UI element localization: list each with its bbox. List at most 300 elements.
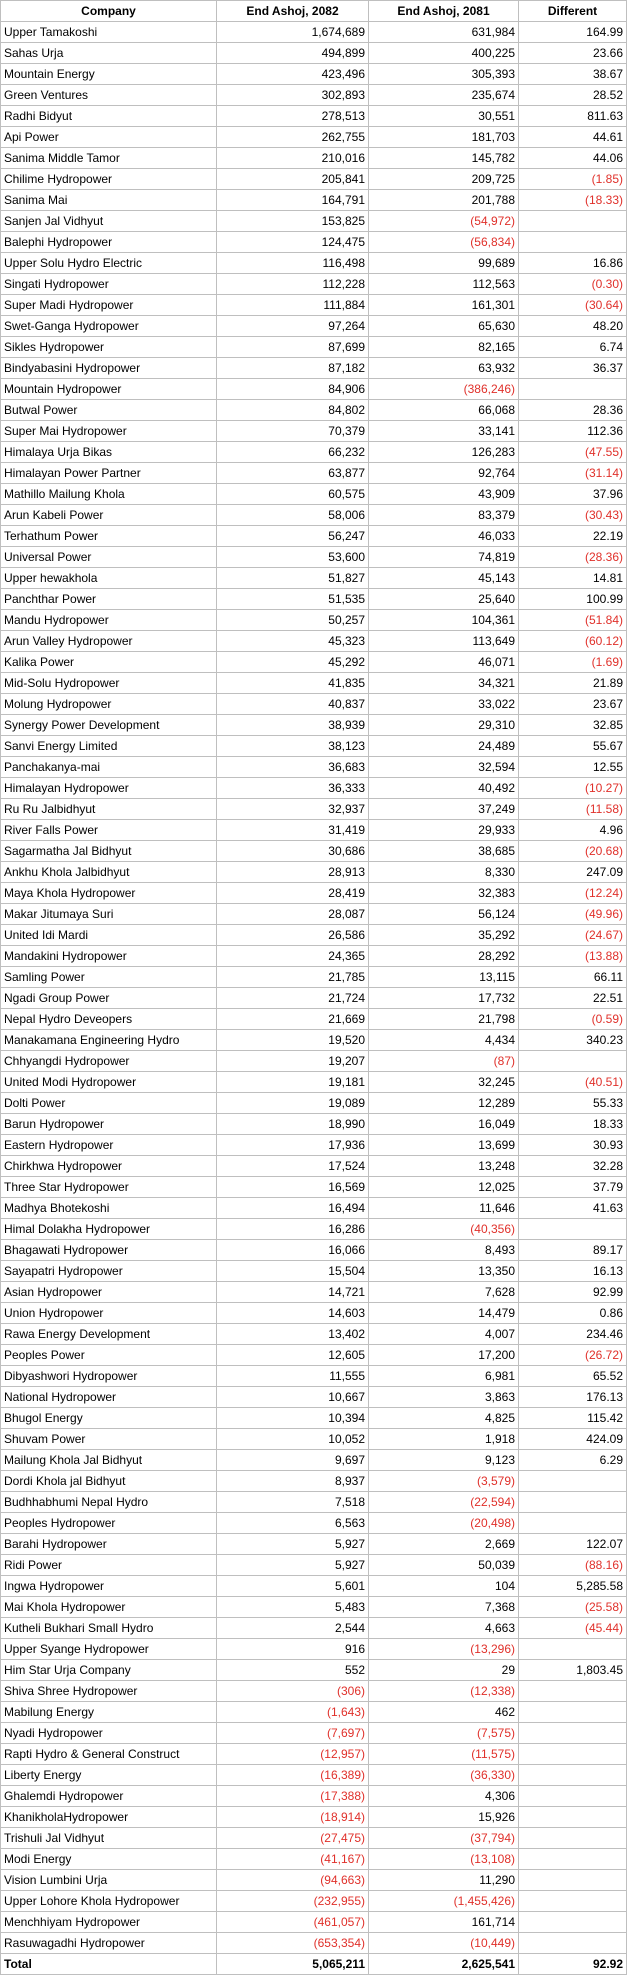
- table-row: [1, 169, 627, 190]
- company-cell: Green Ventures: [1, 85, 217, 106]
- table-row: [1, 379, 627, 400]
- end-ashoj-2082-cell: (12,957): [217, 1744, 369, 1765]
- end-ashoj-2082-cell: 53,600: [217, 547, 369, 568]
- different-cell: 23.67: [519, 694, 627, 715]
- end-ashoj-2082-cell: 302,893: [217, 85, 369, 106]
- different-cell: 36.37: [519, 358, 627, 379]
- end-ashoj-2081-cell: 8,493: [369, 1240, 519, 1261]
- end-ashoj-2082-cell: 14,721: [217, 1282, 369, 1303]
- company-cell: Manakamana Engineering Hydro: [1, 1030, 217, 1051]
- end-ashoj-2081-cell: 99,689: [369, 253, 519, 274]
- end-ashoj-2081-cell: 112,563: [369, 274, 519, 295]
- table-row: [1, 337, 627, 358]
- different-cell: [519, 1051, 627, 1072]
- table-body: [1, 22, 627, 1954]
- company-cell: Ru Ru Jalbidhyut: [1, 799, 217, 820]
- end-ashoj-2081-cell: (37,794): [369, 1828, 519, 1849]
- company-cell: Radhi Bidyut: [1, 106, 217, 127]
- header-end-ashoj-2081: End Ashoj, 2081: [369, 1, 519, 22]
- end-ashoj-2081-cell: 32,594: [369, 757, 519, 778]
- end-ashoj-2082-cell: 28,419: [217, 883, 369, 904]
- end-ashoj-2081-cell: 13,248: [369, 1156, 519, 1177]
- different-cell: [519, 1849, 627, 1870]
- company-cell: Ghalemdi Hydropower: [1, 1786, 217, 1807]
- end-ashoj-2082-cell: 9,697: [217, 1450, 369, 1471]
- company-cell: Mathillo Mailung Khola: [1, 484, 217, 505]
- end-ashoj-2082-cell: 38,123: [217, 736, 369, 757]
- end-ashoj-2081-cell: 631,984: [369, 22, 519, 43]
- end-ashoj-2081-cell: 33,022: [369, 694, 519, 715]
- company-cell: Shuvam Power: [1, 1429, 217, 1450]
- table-row: [1, 925, 627, 946]
- different-cell: 28.36: [519, 400, 627, 421]
- table-row: [1, 421, 627, 442]
- table-row: [1, 211, 627, 232]
- company-cell: Mailung Khola Jal Bidhyut: [1, 1450, 217, 1471]
- end-ashoj-2082-cell: 36,683: [217, 757, 369, 778]
- end-ashoj-2081-cell: 3,863: [369, 1387, 519, 1408]
- end-ashoj-2081-cell: 15,926: [369, 1807, 519, 1828]
- end-ashoj-2082-cell: 111,884: [217, 295, 369, 316]
- table-row: [1, 106, 627, 127]
- different-cell: (1.69): [519, 652, 627, 673]
- table-row: [1, 715, 627, 736]
- end-ashoj-2082-cell: 10,667: [217, 1387, 369, 1408]
- end-ashoj-2082-cell: 278,513: [217, 106, 369, 127]
- table-row: [1, 736, 627, 757]
- table-row: [1, 589, 627, 610]
- company-cell: Butwal Power: [1, 400, 217, 421]
- end-ashoj-2082-cell: 5,927: [217, 1534, 369, 1555]
- different-cell: 115.42: [519, 1408, 627, 1429]
- end-ashoj-2082-cell: (461,057): [217, 1912, 369, 1933]
- end-ashoj-2081-cell: 209,725: [369, 169, 519, 190]
- company-cell: Mandu Hydropower: [1, 610, 217, 631]
- end-ashoj-2082-cell: 41,835: [217, 673, 369, 694]
- company-cell: Sanima Mai: [1, 190, 217, 211]
- different-cell: 66.11: [519, 967, 627, 988]
- table-row: [1, 190, 627, 211]
- end-ashoj-2082-cell: 51,827: [217, 568, 369, 589]
- end-ashoj-2081-cell: 126,283: [369, 442, 519, 463]
- end-ashoj-2081-cell: 25,640: [369, 589, 519, 610]
- end-ashoj-2082-cell: 38,939: [217, 715, 369, 736]
- end-ashoj-2082-cell: 6,563: [217, 1513, 369, 1534]
- end-ashoj-2081-cell: 37,249: [369, 799, 519, 820]
- different-cell: [519, 1219, 627, 1240]
- table-row: [1, 967, 627, 988]
- different-cell: 38.67: [519, 64, 627, 85]
- company-cell: Nepal Hydro Deveopers: [1, 1009, 217, 1030]
- company-cell: Himalayan Hydropower: [1, 778, 217, 799]
- end-ashoj-2081-cell: 46,033: [369, 526, 519, 547]
- end-ashoj-2082-cell: 45,323: [217, 631, 369, 652]
- end-ashoj-2082-cell: 210,016: [217, 148, 369, 169]
- different-cell: [519, 1513, 627, 1534]
- different-cell: [519, 1891, 627, 1912]
- table-row: [1, 1765, 627, 1786]
- end-ashoj-2081-cell: (20,498): [369, 1513, 519, 1534]
- end-ashoj-2082-cell: 84,906: [217, 379, 369, 400]
- different-cell: (51.84): [519, 610, 627, 631]
- company-cell: Madhya Bhotekoshi: [1, 1198, 217, 1219]
- end-ashoj-2082-cell: 16,066: [217, 1240, 369, 1261]
- company-cell: Singati Hydropower: [1, 274, 217, 295]
- end-ashoj-2082-cell: 10,052: [217, 1429, 369, 1450]
- end-ashoj-2082-cell: 112,228: [217, 274, 369, 295]
- company-cell: Peoples Power: [1, 1345, 217, 1366]
- different-cell: 44.06: [519, 148, 627, 169]
- table-row: [1, 547, 627, 568]
- different-cell: [519, 1744, 627, 1765]
- company-cell: Nyadi Hydropower: [1, 1723, 217, 1744]
- different-cell: 14.81: [519, 568, 627, 589]
- end-ashoj-2081-cell: 1,918: [369, 1429, 519, 1450]
- table-row: [1, 1786, 627, 1807]
- end-ashoj-2082-cell: 21,724: [217, 988, 369, 1009]
- table-row: [1, 673, 627, 694]
- company-cell: Arun Valley Hydropower: [1, 631, 217, 652]
- company-cell: Modi Energy: [1, 1849, 217, 1870]
- table-row: [1, 1849, 627, 1870]
- company-cell: Ingwa Hydropower: [1, 1576, 217, 1597]
- table-row: [1, 22, 627, 43]
- different-cell: [519, 1702, 627, 1723]
- table-row: [1, 400, 627, 421]
- different-cell: [519, 232, 627, 253]
- end-ashoj-2081-cell: 113,649: [369, 631, 519, 652]
- company-cell: Liberty Energy: [1, 1765, 217, 1786]
- end-ashoj-2081-cell: 305,393: [369, 64, 519, 85]
- company-cell: Himal Dolakha Hydropower: [1, 1219, 217, 1240]
- company-cell: Kalika Power: [1, 652, 217, 673]
- end-ashoj-2081-cell: (10,449): [369, 1933, 519, 1954]
- different-cell: 55.33: [519, 1093, 627, 1114]
- table-row: [1, 1912, 627, 1933]
- end-ashoj-2082-cell: 18,990: [217, 1114, 369, 1135]
- different-cell: 6.74: [519, 337, 627, 358]
- different-cell: 18.33: [519, 1114, 627, 1135]
- end-ashoj-2082-cell: 153,825: [217, 211, 369, 232]
- company-cell: Asian Hydropower: [1, 1282, 217, 1303]
- end-ashoj-2081-cell: 17,732: [369, 988, 519, 1009]
- company-cell: Chilime Hydropower: [1, 169, 217, 190]
- table-row: [1, 127, 627, 148]
- company-cell: Him Star Urja Company: [1, 1660, 217, 1681]
- end-ashoj-2081-cell: (13,108): [369, 1849, 519, 1870]
- end-ashoj-2082-cell: 50,257: [217, 610, 369, 631]
- company-cell: Bhagawati Hydropower: [1, 1240, 217, 1261]
- company-cell: Panchthar Power: [1, 589, 217, 610]
- different-cell: [519, 1471, 627, 1492]
- end-ashoj-2082-cell: 5,483: [217, 1597, 369, 1618]
- end-ashoj-2082-cell: 10,394: [217, 1408, 369, 1429]
- end-ashoj-2082-cell: (16,389): [217, 1765, 369, 1786]
- end-ashoj-2082-cell: (7,697): [217, 1723, 369, 1744]
- end-ashoj-2081-cell: 35,292: [369, 925, 519, 946]
- table-row: [1, 1891, 627, 1912]
- total-2081: 2,625,541: [369, 1954, 519, 1975]
- end-ashoj-2082-cell: 16,494: [217, 1198, 369, 1219]
- company-cell: River Falls Power: [1, 820, 217, 841]
- company-cell: Shiva Shree Hydropower: [1, 1681, 217, 1702]
- company-cell: Panchakanya-mai: [1, 757, 217, 778]
- end-ashoj-2081-cell: 6,981: [369, 1366, 519, 1387]
- different-cell: 22.19: [519, 526, 627, 547]
- end-ashoj-2081-cell: 12,025: [369, 1177, 519, 1198]
- table-row: [1, 1681, 627, 1702]
- header-company: Company: [1, 1, 217, 22]
- end-ashoj-2082-cell: (41,167): [217, 1849, 369, 1870]
- company-cell: Rapti Hydro & General Construct: [1, 1744, 217, 1765]
- table-row: [1, 253, 627, 274]
- different-cell: 30.93: [519, 1135, 627, 1156]
- table-row: [1, 1723, 627, 1744]
- end-ashoj-2082-cell: 16,569: [217, 1177, 369, 1198]
- end-ashoj-2082-cell: 21,669: [217, 1009, 369, 1030]
- end-ashoj-2081-cell: 2,669: [369, 1534, 519, 1555]
- different-cell: [519, 1492, 627, 1513]
- different-cell: [519, 211, 627, 232]
- end-ashoj-2081-cell: 82,165: [369, 337, 519, 358]
- different-cell: [519, 1828, 627, 1849]
- table-row: [1, 1177, 627, 1198]
- end-ashoj-2082-cell: 19,207: [217, 1051, 369, 1072]
- end-ashoj-2081-cell: 145,782: [369, 148, 519, 169]
- company-cell: Sahas Urja: [1, 43, 217, 64]
- table-row: [1, 946, 627, 967]
- end-ashoj-2081-cell: 16,049: [369, 1114, 519, 1135]
- table-row: [1, 1156, 627, 1177]
- end-ashoj-2081-cell: (22,594): [369, 1492, 519, 1513]
- end-ashoj-2082-cell: (306): [217, 1681, 369, 1702]
- company-cell: Swet-Ganga Hydropower: [1, 316, 217, 337]
- end-ashoj-2082-cell: 30,686: [217, 841, 369, 862]
- company-cell: Mabilung Energy: [1, 1702, 217, 1723]
- different-cell: (18.33): [519, 190, 627, 211]
- different-cell: (1.85): [519, 169, 627, 190]
- total-row: [1, 1954, 627, 1975]
- table-row: [1, 1345, 627, 1366]
- different-cell: [519, 1786, 627, 1807]
- company-cell: Terhathum Power: [1, 526, 217, 547]
- end-ashoj-2081-cell: 104: [369, 1576, 519, 1597]
- different-cell: 28.52: [519, 85, 627, 106]
- company-cell: Eastern Hydropower: [1, 1135, 217, 1156]
- end-ashoj-2082-cell: 116,498: [217, 253, 369, 274]
- different-cell: 22.51: [519, 988, 627, 1009]
- table-row: [1, 85, 627, 106]
- different-cell: 41.63: [519, 1198, 627, 1219]
- table-row: [1, 694, 627, 715]
- different-cell: 55.67: [519, 736, 627, 757]
- different-cell: [519, 379, 627, 400]
- end-ashoj-2081-cell: 235,674: [369, 85, 519, 106]
- different-cell: 100.99: [519, 589, 627, 610]
- different-cell: [519, 1639, 627, 1660]
- end-ashoj-2082-cell: 124,475: [217, 232, 369, 253]
- end-ashoj-2082-cell: 19,520: [217, 1030, 369, 1051]
- end-ashoj-2081-cell: (386,246): [369, 379, 519, 400]
- company-cell: Sanjen Jal Vidhyut: [1, 211, 217, 232]
- different-cell: (30.64): [519, 295, 627, 316]
- table-row: [1, 841, 627, 862]
- different-cell: (47.55): [519, 442, 627, 463]
- different-cell: (31.14): [519, 463, 627, 484]
- different-cell: (60.12): [519, 631, 627, 652]
- different-cell: 6.29: [519, 1450, 627, 1471]
- company-cell: Menchhiyam Hydropower: [1, 1912, 217, 1933]
- table-row: [1, 442, 627, 463]
- end-ashoj-2082-cell: 84,802: [217, 400, 369, 421]
- end-ashoj-2081-cell: (1,455,426): [369, 1891, 519, 1912]
- company-cell: United Modi Hydropower: [1, 1072, 217, 1093]
- different-cell: [519, 1807, 627, 1828]
- company-cell: Sayapatri Hydropower: [1, 1261, 217, 1282]
- end-ashoj-2081-cell: 4,306: [369, 1786, 519, 1807]
- end-ashoj-2081-cell: 46,071: [369, 652, 519, 673]
- table-row: [1, 1639, 627, 1660]
- table-row: [1, 1387, 627, 1408]
- end-ashoj-2081-cell: 40,492: [369, 778, 519, 799]
- company-cell: Upper Syange Hydropower: [1, 1639, 217, 1660]
- end-ashoj-2082-cell: 40,837: [217, 694, 369, 715]
- company-cell: Bindyabasini Hydropower: [1, 358, 217, 379]
- different-cell: 32.28: [519, 1156, 627, 1177]
- end-ashoj-2081-cell: 13,115: [369, 967, 519, 988]
- company-cell: Ngadi Group Power: [1, 988, 217, 1009]
- different-cell: [519, 1723, 627, 1744]
- end-ashoj-2082-cell: 15,504: [217, 1261, 369, 1282]
- end-ashoj-2081-cell: 83,379: [369, 505, 519, 526]
- different-cell: 0.86: [519, 1303, 627, 1324]
- company-cell: Barahi Hydropower: [1, 1534, 217, 1555]
- company-cell: Balephi Hydropower: [1, 232, 217, 253]
- table-row: [1, 463, 627, 484]
- end-ashoj-2082-cell: 87,182: [217, 358, 369, 379]
- end-ashoj-2082-cell: 60,575: [217, 484, 369, 505]
- end-ashoj-2081-cell: 34,321: [369, 673, 519, 694]
- end-ashoj-2082-cell: 2,544: [217, 1618, 369, 1639]
- end-ashoj-2082-cell: 8,937: [217, 1471, 369, 1492]
- company-cell: Sagarmatha Jal Bidhyut: [1, 841, 217, 862]
- table-row: [1, 358, 627, 379]
- company-cell: Dordi Khola jal Bidhyut: [1, 1471, 217, 1492]
- different-cell: 37.96: [519, 484, 627, 505]
- company-cell: Trishuli Jal Vidhyut: [1, 1828, 217, 1849]
- end-ashoj-2081-cell: (40,356): [369, 1219, 519, 1240]
- end-ashoj-2082-cell: 916: [217, 1639, 369, 1660]
- different-cell: (25.58): [519, 1597, 627, 1618]
- different-cell: 164.99: [519, 22, 627, 43]
- table-row: [1, 1051, 627, 1072]
- table-row: [1, 1009, 627, 1030]
- different-cell: 4.96: [519, 820, 627, 841]
- end-ashoj-2081-cell: 92,764: [369, 463, 519, 484]
- end-ashoj-2081-cell: 8,330: [369, 862, 519, 883]
- company-cell: Chhyangdi Hydropower: [1, 1051, 217, 1072]
- table-row: [1, 1513, 627, 1534]
- end-ashoj-2082-cell: 19,089: [217, 1093, 369, 1114]
- end-ashoj-2081-cell: (3,579): [369, 1471, 519, 1492]
- table-row: [1, 316, 627, 337]
- company-cell: Mountain Energy: [1, 64, 217, 85]
- end-ashoj-2082-cell: 262,755: [217, 127, 369, 148]
- end-ashoj-2081-cell: 50,039: [369, 1555, 519, 1576]
- company-cell: Rawa Energy Development: [1, 1324, 217, 1345]
- company-cell: Super Madi Hydropower: [1, 295, 217, 316]
- end-ashoj-2082-cell: 16,286: [217, 1219, 369, 1240]
- total-different: 92.92: [519, 1954, 627, 1975]
- different-cell: (28.36): [519, 547, 627, 568]
- company-cell: Himalaya Urja Bikas: [1, 442, 217, 463]
- different-cell: 23.66: [519, 43, 627, 64]
- table-row: [1, 505, 627, 526]
- table-row: [1, 1408, 627, 1429]
- table-row: [1, 1618, 627, 1639]
- company-cell: Dolti Power: [1, 1093, 217, 1114]
- company-cell: Ridi Power: [1, 1555, 217, 1576]
- end-ashoj-2082-cell: (653,354): [217, 1933, 369, 1954]
- end-ashoj-2082-cell: 28,913: [217, 862, 369, 883]
- company-cell: Mountain Hydropower: [1, 379, 217, 400]
- end-ashoj-2082-cell: 70,379: [217, 421, 369, 442]
- end-ashoj-2081-cell: 11,646: [369, 1198, 519, 1219]
- end-ashoj-2081-cell: 9,123: [369, 1450, 519, 1471]
- end-ashoj-2081-cell: 74,819: [369, 547, 519, 568]
- end-ashoj-2082-cell: 205,841: [217, 169, 369, 190]
- company-cell: Molung Hydropower: [1, 694, 217, 715]
- end-ashoj-2082-cell: 45,292: [217, 652, 369, 673]
- total-label: Total: [1, 1954, 217, 1975]
- end-ashoj-2081-cell: 7,628: [369, 1282, 519, 1303]
- table-row: [1, 1135, 627, 1156]
- company-cell: Universal Power: [1, 547, 217, 568]
- table-row: [1, 1450, 627, 1471]
- end-ashoj-2082-cell: 5,601: [217, 1576, 369, 1597]
- different-cell: [519, 1681, 627, 1702]
- company-cell: Upper Solu Hydro Electric: [1, 253, 217, 274]
- company-cell: Upper Lohore Khola Hydropower: [1, 1891, 217, 1912]
- end-ashoj-2081-cell: 24,489: [369, 736, 519, 757]
- end-ashoj-2082-cell: 32,937: [217, 799, 369, 820]
- end-ashoj-2081-cell: 29,310: [369, 715, 519, 736]
- different-cell: 92.99: [519, 1282, 627, 1303]
- table-row: [1, 862, 627, 883]
- end-ashoj-2082-cell: 17,936: [217, 1135, 369, 1156]
- different-cell: 234.46: [519, 1324, 627, 1345]
- different-cell: 21.89: [519, 673, 627, 694]
- company-cell: Upper Tamakoshi: [1, 22, 217, 43]
- company-cell: Rasuwagadhi Hydropower: [1, 1933, 217, 1954]
- different-cell: (45.44): [519, 1618, 627, 1639]
- different-cell: 37.79: [519, 1177, 627, 1198]
- end-ashoj-2081-cell: 29: [369, 1660, 519, 1681]
- different-cell: [519, 1933, 627, 1954]
- company-cell: Vision Lumbini Urja: [1, 1870, 217, 1891]
- different-cell: 12.55: [519, 757, 627, 778]
- table-row: [1, 568, 627, 589]
- end-ashoj-2082-cell: (18,914): [217, 1807, 369, 1828]
- end-ashoj-2081-cell: 4,434: [369, 1030, 519, 1051]
- table-row: [1, 1303, 627, 1324]
- table-row: [1, 1240, 627, 1261]
- company-cell: Maya Khola Hydropower: [1, 883, 217, 904]
- different-cell: 112.36: [519, 421, 627, 442]
- different-cell: 5,285.58: [519, 1576, 627, 1597]
- header-end-ashoj-2082: End Ashoj, 2082: [217, 1, 369, 22]
- end-ashoj-2081-cell: (54,972): [369, 211, 519, 232]
